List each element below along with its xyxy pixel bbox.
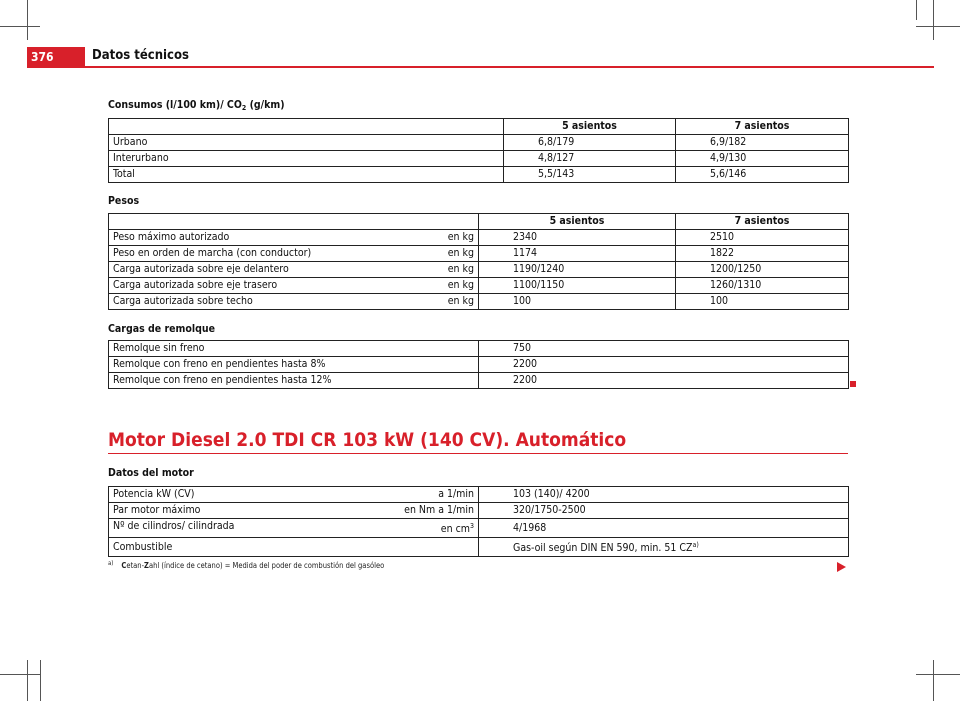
footnote (108, 560, 384, 570)
crop-mark (916, 674, 960, 675)
row-unit: en kg (414, 278, 479, 294)
table-row (109, 151, 849, 167)
cell-value: 100 (479, 294, 676, 310)
header-cell: 5 asientos (504, 119, 676, 135)
continue-arrow-icon (837, 562, 846, 572)
header-cell: 7 asientos (676, 214, 849, 230)
row-unit: en cm (440, 523, 470, 535)
cell-value: 750 (479, 341, 849, 357)
cell-value: 2510 (676, 230, 849, 246)
row-label: Remolque sin freno (109, 341, 479, 357)
row-label: Combustible (113, 540, 173, 553)
table-row (109, 278, 849, 294)
row-label: Remolque con freno en pendientes hasta 12% (109, 373, 479, 389)
cell-value-wrap (479, 538, 849, 557)
cell-value: 4,8/127 (504, 151, 676, 167)
table-header-row (109, 214, 849, 230)
page-header-title: Datos técnicos (92, 48, 189, 63)
cell-value: 320/1750-2500 (479, 503, 849, 519)
row-label: Interurbano (109, 151, 504, 167)
crop-mark (933, 660, 934, 701)
table-row (109, 538, 849, 557)
header-cell (109, 214, 479, 230)
header-cell: 5 asientos (479, 214, 676, 230)
section-rule (108, 453, 848, 454)
cell-value: 6,9/182 (676, 135, 849, 151)
crop-mark (27, 0, 28, 40)
crop-mark (40, 660, 41, 701)
header-rule (27, 66, 934, 68)
row-unit-wrap (441, 519, 474, 537)
row-label: Carga autorizada sobre eje trasero (109, 278, 414, 294)
row-label: Remolque con freno en pendientes hasta 8% (109, 357, 479, 373)
cell-value: 100 (676, 294, 849, 310)
section-title: Motor Diesel 2.0 TDI CR 103 kW (140 CV). Automático (108, 429, 627, 451)
pesos-heading: Pesos (108, 195, 140, 207)
end-of-section-marker-icon (850, 381, 856, 387)
row-label-cell (109, 503, 479, 519)
cell-value: 1822 (676, 246, 849, 262)
cell-value: 2340 (479, 230, 676, 246)
row-unit: en kg (414, 230, 479, 246)
crop-mark (916, 0, 917, 20)
table-row (109, 487, 849, 503)
crop-mark (916, 26, 960, 27)
row-label: Nº de cilindros/ cilindrada (113, 520, 235, 532)
table-row (109, 341, 849, 357)
table-row (109, 246, 849, 262)
row-unit: en kg (414, 262, 479, 278)
unit-superscript: 3 (469, 522, 474, 530)
cell-value: Gas-oil según DIN EN 590, min. 51 CZ (513, 542, 693, 554)
table-row (109, 294, 849, 310)
footnote-mark: a) (108, 560, 114, 567)
footnote-mid: etan- (126, 561, 145, 570)
remolque-heading: Cargas de remolque (108, 323, 216, 335)
pesos-table (108, 213, 849, 310)
row-unit: en Nm a 1/min (404, 504, 474, 516)
cell-value: 1200/1250 (676, 262, 849, 278)
footnote-c: C (121, 561, 127, 570)
header-cell: 7 asientos (676, 119, 849, 135)
cell-value: 4,9/130 (676, 151, 849, 167)
cell-value: 4/1968 (479, 519, 849, 538)
crop-mark (0, 674, 40, 675)
cell-value: 6,8/179 (504, 135, 676, 151)
table-row (109, 519, 849, 538)
table-row (109, 135, 849, 151)
row-label: Peso máximo autorizado (109, 230, 414, 246)
row-label: Potencia kW (CV) (113, 488, 195, 500)
cell-value: 1174 (479, 246, 676, 262)
cell-value: 1190/1240 (479, 262, 676, 278)
header-cell (109, 119, 504, 135)
crop-mark (27, 660, 28, 701)
table-row (109, 167, 849, 183)
remolque-table (108, 340, 849, 389)
cell-value: 2200 (479, 357, 849, 373)
row-label: Carga autorizada sobre eje delantero (109, 262, 414, 278)
crop-mark (0, 26, 40, 27)
motor-heading: Datos del motor (108, 467, 194, 479)
row-unit: a 1/min (438, 488, 474, 500)
table-row (109, 373, 849, 389)
row-label-cell (109, 538, 479, 557)
row-unit: en kg (414, 294, 479, 310)
row-label: Carga autorizada sobre techo (109, 294, 414, 310)
consumos-table (108, 118, 849, 183)
table-row (109, 503, 849, 519)
page-number: 376 (27, 47, 85, 67)
cell-value: 5,6/146 (676, 167, 849, 183)
cell-value: 5,5/143 (504, 167, 676, 183)
footnote-ref[interactable]: a) (692, 541, 699, 549)
motor-table (108, 486, 849, 557)
cell-value: 1260/1310 (676, 278, 849, 294)
table-row (109, 262, 849, 278)
row-label: Par motor máximo (113, 504, 201, 516)
cell-value: 2200 (479, 373, 849, 389)
table-header-row (109, 119, 849, 135)
row-unit: en kg (414, 246, 479, 262)
footnote-z: Z (144, 561, 149, 570)
row-label: Urbano (109, 135, 504, 151)
consumos-heading: Consumos (l/100 km)/ $CO_2$ (g/km) (108, 99, 285, 112)
table-row (109, 357, 849, 373)
row-label: Total (109, 167, 504, 183)
footnote-text: ahl (índice de cetano) = Medida del poder de combustión del gasóleo (148, 561, 385, 570)
cell-value: 1100/1150 (479, 278, 676, 294)
row-label-cell (109, 519, 479, 538)
cell-value: 103 (140)/ 4200 (479, 487, 849, 503)
row-label: Peso en orden de marcha (con conductor) (109, 246, 414, 262)
table-row (109, 230, 849, 246)
row-label-cell (109, 487, 479, 503)
crop-mark (933, 0, 934, 40)
